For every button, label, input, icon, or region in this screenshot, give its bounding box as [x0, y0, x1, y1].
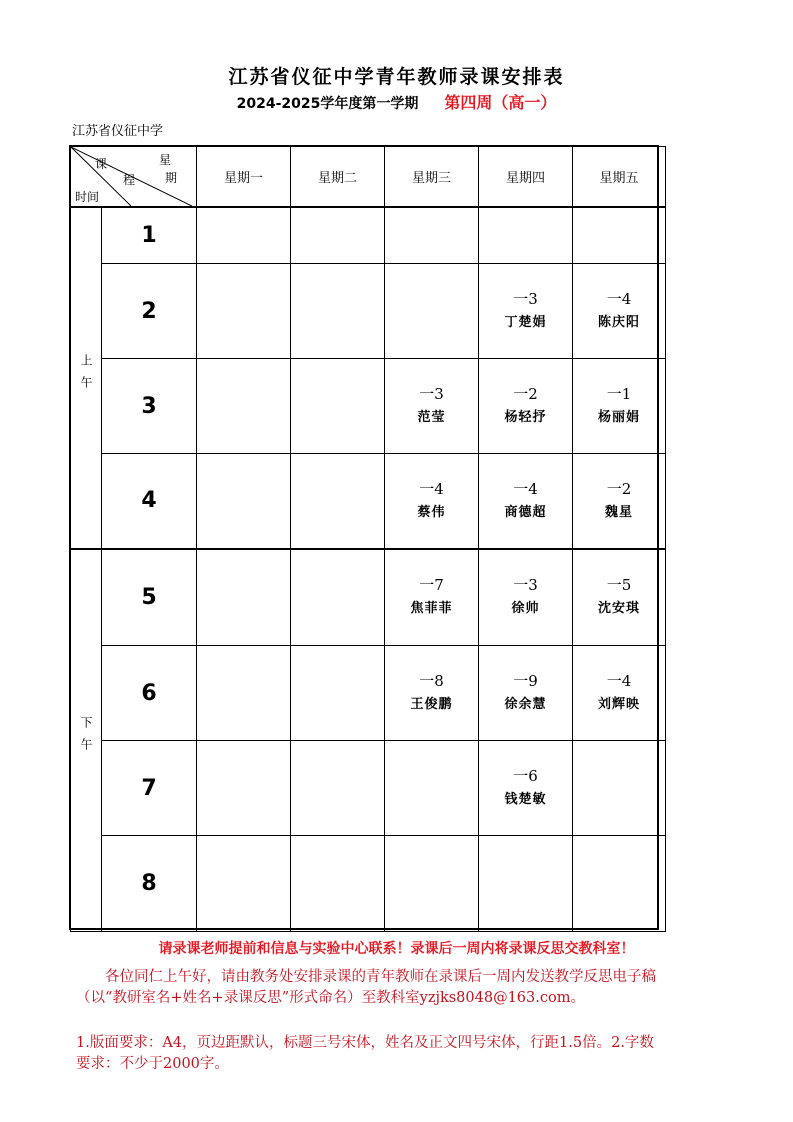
morning-label-cell — [71, 207, 102, 549]
schedule-cell-fri — [573, 836, 666, 932]
day-header-tue: 星期二 — [291, 147, 385, 207]
class-name: 一3 — [419, 385, 444, 403]
day-header-wed: 星期三 — [385, 147, 479, 207]
teacher-name: 魏星 — [604, 504, 633, 520]
school-name: 江苏省仪征中学 — [72, 124, 164, 139]
corner-label-time: 时间 — [75, 190, 100, 204]
period-number: 8 — [102, 836, 197, 932]
schedule-cell-fri — [573, 646, 666, 741]
schedule-cell-fri — [573, 264, 666, 359]
class-name: 一4 — [513, 479, 538, 498]
schedule-cell-thu — [479, 264, 573, 359]
lesson-entry — [479, 477, 572, 525]
teacher-name: 范莹 — [417, 410, 446, 425]
lesson-entry — [479, 382, 572, 430]
teacher-name: 徐帅 — [511, 601, 540, 617]
lesson-entry — [385, 382, 478, 430]
day-header-thu: 星期四 — [479, 147, 573, 207]
day-header-mon: 星期一 — [197, 147, 291, 207]
schedule-cell-mon — [197, 836, 291, 932]
schedule-cell-tue — [291, 359, 385, 454]
lesson-entry — [479, 287, 572, 335]
teacher-name: 杨轻抒 — [504, 410, 547, 425]
class-name: 一2 — [606, 479, 632, 498]
schedule-cell-wed — [385, 264, 479, 359]
teacher-name: 焦菲菲 — [410, 601, 453, 617]
schedule-cell-thu — [479, 549, 573, 646]
schedule-cell-thu — [479, 359, 573, 454]
schedule-cell-thu — [479, 454, 573, 549]
corner-label-qi: 期 — [165, 171, 178, 185]
afternoon-label-cell — [71, 549, 102, 932]
schedule-cell-wed — [385, 549, 479, 646]
semester-label: 2024-2025学年度第一学期 — [236, 96, 419, 112]
schedule-cell-mon — [197, 359, 291, 454]
schedule-cell-mon — [197, 741, 291, 836]
instruction-paragraph: 各位同仁上午好，请由教务处安排录课的青年教师在录课后一周内发送教学反思电子稿（以“教研室名+姓名+录课反思”形式命名）至教科室yzjks8048@163.com。 — [76, 969, 656, 1006]
lesson-entry — [479, 573, 572, 621]
schedule-cell-wed — [385, 454, 479, 549]
schedule-cell-tue — [291, 646, 385, 741]
period-row — [71, 549, 666, 646]
schedule-cell-fri — [573, 741, 666, 836]
period-number: 1 — [102, 207, 197, 264]
schedule-cell-wed — [385, 359, 479, 454]
schedule-cell-tue — [291, 207, 385, 264]
schedule-cell-mon — [197, 264, 291, 359]
period-number: 4 — [102, 454, 197, 549]
class-name: 一9 — [513, 672, 538, 690]
class-name: 一4 — [606, 290, 632, 308]
schedule-cell-tue — [291, 549, 385, 646]
class-name: 一3 — [513, 290, 538, 308]
period-row — [71, 207, 666, 264]
teacher-name: 徐余慧 — [504, 697, 547, 712]
period-row — [71, 741, 666, 836]
schedule-cell-wed — [385, 207, 479, 264]
period-row — [71, 836, 666, 932]
schedule-cell-wed — [385, 646, 479, 741]
lesson-entry — [573, 477, 665, 525]
class-name: 一1 — [606, 385, 632, 403]
period-number: 5 — [102, 549, 197, 646]
teacher-name: 陈庆阳 — [597, 315, 640, 330]
lesson-entry — [573, 669, 665, 717]
format-requirements: 1.版面要求：A4，页边距默认，标题三号宋体，姓名及正文四号宋体，行距1.5倍。2.字数要求：不少于2000字。 — [76, 1035, 654, 1072]
period-number: 7 — [102, 741, 197, 836]
class-name: 一6 — [513, 767, 538, 785]
teacher-name: 钱楚敏 — [504, 792, 547, 807]
notice-banner: 请录课老师提前和信息与实验中心联系！录课后一周内将录课反思交教科室！ — [158, 941, 635, 957]
schedule-cell-fri — [573, 207, 666, 264]
corner-cell — [71, 147, 197, 207]
teacher-name: 刘辉映 — [597, 697, 640, 712]
schedule-cell-mon — [197, 207, 291, 264]
schedule-cell-tue — [291, 264, 385, 359]
teacher-name: 蔡伟 — [417, 504, 446, 520]
schedule-cell-tue — [291, 741, 385, 836]
schedule-cell-mon — [197, 646, 291, 741]
afternoon-label: 下午 — [79, 716, 93, 761]
corner-label-ke: 课 — [95, 157, 108, 171]
period-number: 6 — [102, 646, 197, 741]
class-name: 一7 — [419, 576, 444, 595]
schedule-cell-thu — [479, 836, 573, 932]
class-name: 一5 — [606, 576, 632, 595]
period-row — [71, 646, 666, 741]
corner-label-xing: 星 — [159, 153, 172, 167]
class-name: 一2 — [513, 385, 538, 403]
class-name: 一4 — [419, 479, 444, 498]
schedule-cell-mon — [197, 454, 291, 549]
page-subtitle — [0, 90, 793, 113]
day-header-fri: 星期五 — [573, 147, 666, 207]
schedule-cell-mon — [197, 549, 291, 646]
lesson-entry — [573, 287, 665, 335]
period-row — [71, 359, 666, 454]
period-row — [71, 454, 666, 549]
schedule-cell-thu — [479, 207, 573, 264]
schedule-cell-tue — [291, 454, 385, 549]
teacher-name: 丁楚娟 — [504, 315, 547, 330]
period-number: 2 — [102, 264, 197, 359]
lesson-entry — [573, 573, 665, 621]
schedule-cell-fri — [573, 454, 666, 549]
header-row — [71, 147, 666, 207]
class-name: 一3 — [513, 576, 538, 595]
period-number: 3 — [102, 359, 197, 454]
lesson-entry — [479, 669, 572, 717]
schedule-cell-tue — [291, 836, 385, 932]
class-name: 一8 — [419, 672, 444, 690]
lesson-entry — [385, 669, 478, 717]
schedule-cell-wed — [385, 836, 479, 932]
schedule-cell-thu — [479, 741, 573, 836]
lesson-entry — [479, 764, 572, 812]
teacher-name: 商德超 — [504, 504, 547, 520]
schedule-cell-wed — [385, 741, 479, 836]
class-name: 一4 — [606, 672, 632, 690]
schedule-cell-thu — [479, 646, 573, 741]
lesson-entry — [385, 573, 478, 621]
schedule-table — [70, 146, 666, 932]
period-row — [71, 264, 666, 359]
teacher-name: 沈安琪 — [597, 601, 640, 617]
morning-label: 上午 — [79, 353, 93, 398]
corner-label-cheng: 程 — [123, 173, 136, 187]
week-label: 第四周（高一） — [444, 93, 557, 112]
lesson-entry — [385, 477, 478, 525]
teacher-name: 王俊鹏 — [410, 697, 453, 712]
schedule-cell-fri — [573, 359, 666, 454]
lesson-entry — [573, 382, 665, 430]
page-title: 江苏省仪征中学青年教师录课安排表 — [228, 66, 565, 88]
schedule-cell-fri — [573, 549, 666, 646]
teacher-name: 杨丽娟 — [597, 410, 640, 425]
